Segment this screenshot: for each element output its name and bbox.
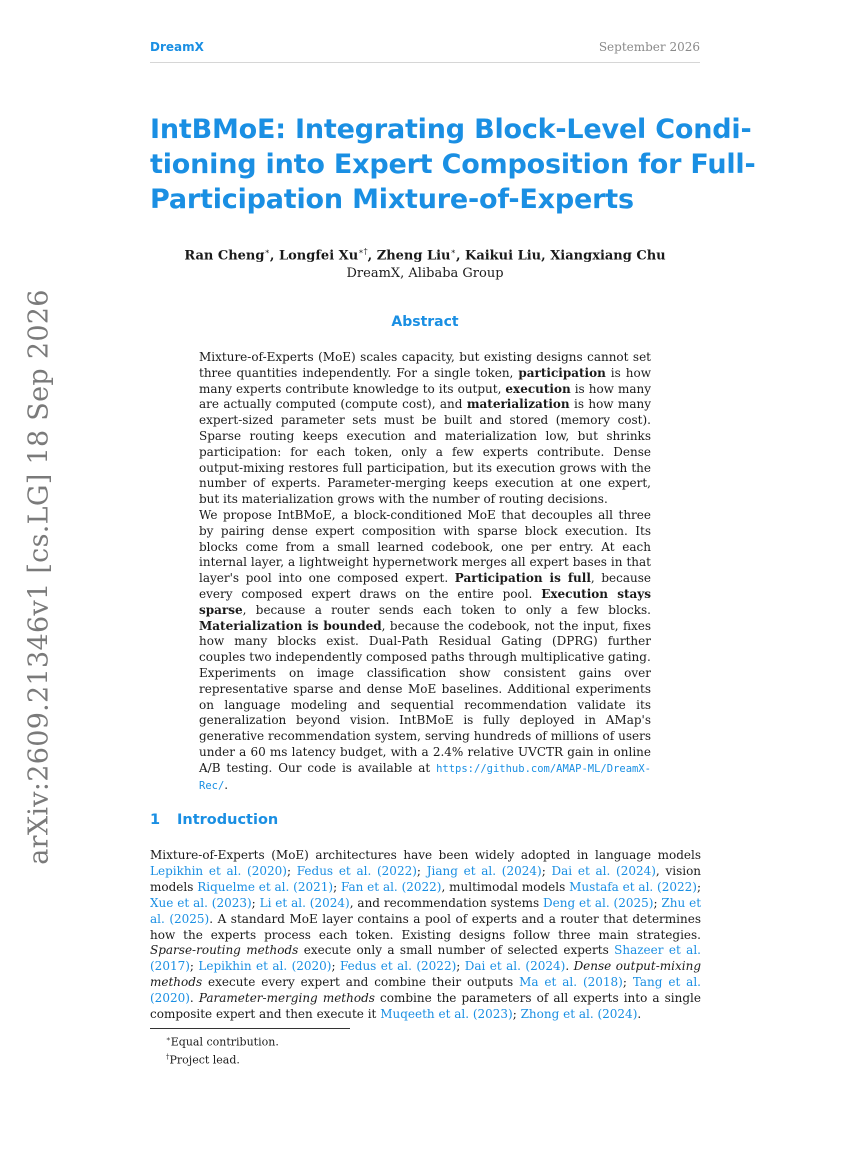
section-heading-introduction bbox=[150, 812, 700, 828]
footnote-divider bbox=[150, 1028, 350, 1029]
citation-link[interactable]: Fedus et al. (2022) bbox=[339, 959, 457, 974]
claim-materialization: Materialization is bounded bbox=[199, 618, 382, 633]
term-execution: execution bbox=[505, 381, 571, 396]
citation-link[interactable]: Zhu et al. (2025) bbox=[150, 895, 702, 926]
footnote-equal-contribution: ∗Equal contribution. bbox=[166, 1035, 279, 1049]
footnote-project-lead: †Project lead. bbox=[166, 1052, 240, 1067]
section-number: 1 bbox=[150, 812, 161, 828]
citation-link[interactable]: Tang et al. (2020) bbox=[150, 975, 701, 1006]
abstract-heading: Abstract bbox=[391, 314, 459, 330]
title-line-3: Participation Mixture-of-Experts bbox=[150, 184, 634, 215]
header-brand: DreamX bbox=[150, 40, 204, 54]
author-list: Ran Cheng∗, Longfei Xu∗†, Zheng Liu∗, Kaikui Liu, Xiangxiang Chu bbox=[184, 247, 666, 264]
paper-title bbox=[150, 112, 756, 217]
affiliation: DreamX, Alibaba Group bbox=[346, 266, 504, 282]
header-divider bbox=[150, 62, 700, 63]
strategy-dense-output-mixing: Dense output-mixing methods bbox=[150, 959, 702, 990]
abstract-paragraph: Experiments on image classification show consistent gains over representative sparse and dense MoE baselines. Additional experiments on language modeling and sequential recommendation validate its generalization beyond vision. IntBMoE is fully deployed in AMap's generative recommendation system, serving hundreds of millions of users under a 60 ms latency budget, with a 2.4% relative UVCTR gain in online A/B testing. Our code is available at https://github.com/AMAP-ML/DreamX-Rec/. bbox=[199, 665, 651, 792]
citation-link[interactable]: Li et al. (2024) bbox=[259, 895, 350, 910]
footnotes bbox=[166, 1032, 279, 1067]
citation-link[interactable]: Ma et al. (2018) bbox=[519, 975, 623, 990]
citation-link[interactable]: Riquelme et al. (2021) bbox=[197, 879, 334, 894]
citation-link[interactable]: Dai et al. (2024) bbox=[464, 959, 566, 974]
author-name: Ran Cheng bbox=[184, 248, 265, 264]
citation-link[interactable]: Muqeeth et al. (2023) bbox=[380, 1007, 513, 1022]
author-name: Zheng Liu bbox=[376, 248, 451, 264]
abstract-paragraph: Mixture-of-Experts (MoE) scales capacity, but existing designs cannot set three quantities independently. For a single token, participation is how many experts contribute knowledge to its output, execution is how many are actually computed (compute cost), and materialization is how many expert-sized parameter sets must be built and stored (memory cost). Sparse routing keeps execution and materialization low, but shrinks participation: for each token, only a few experts contribute. Dense output-mixing restores full participation, but its execution grows with the number of experts. Parameter-merging keeps execution at one expert, but its materialization grows with the number of routing decisions. bbox=[199, 350, 651, 507]
introduction-body bbox=[150, 848, 701, 1023]
section-title: Introduction bbox=[177, 812, 279, 828]
citation-link[interactable]: Xue et al. (2023) bbox=[150, 895, 252, 910]
citation-link[interactable]: Fedus et al. (2022) bbox=[296, 863, 417, 878]
abstract-paragraph: We propose IntBMoE, a block-conditioned MoE that decouples all three by pairing dense expert composition with sparse block execution. Its blocks come from a small learned codebook, one per entry. At each internal layer, a lightweight hypernetwork merges all expert bases in that layer's pool into one composed expert. Participation is full, because every composed expert draws on the entire pool. Execution stays sparse, because a router sends each token to only a few blocks. Materialization is bounded, because the codebook, not the input, fixes how many blocks exist. Dual-Path Residual Gating (DPRG) further couples two independently composed paths through multiplicative gating. bbox=[199, 507, 651, 665]
citation-link[interactable]: Jiang et al. (2024) bbox=[426, 863, 542, 878]
running-header bbox=[150, 40, 700, 56]
strategy-parameter-merging: Parameter-merging methods bbox=[198, 991, 375, 1006]
citation-link[interactable]: Mustafa et al. (2022) bbox=[569, 879, 697, 894]
author-mark: ∗ bbox=[264, 247, 270, 256]
claim-participation: Participation is full bbox=[454, 571, 591, 586]
citation-link[interactable]: Zhong et al. (2024) bbox=[520, 1007, 638, 1022]
citation-link[interactable]: Fan et al. (2022) bbox=[340, 879, 442, 894]
title-line-1: IntBMoE: Integrating Block-Level Condi- bbox=[150, 114, 752, 145]
term-participation: participation bbox=[518, 365, 606, 380]
author-name: Xiangxiang Chu bbox=[550, 248, 666, 264]
citation-link[interactable]: Deng et al. (2025) bbox=[543, 895, 654, 910]
citation-link[interactable]: Dai et al. (2024) bbox=[551, 863, 656, 878]
citation-link[interactable]: Lepikhin et al. (2020) bbox=[198, 959, 332, 974]
title-line-2: tioning into Expert Composition for Full- bbox=[150, 149, 756, 180]
author-mark: ∗† bbox=[358, 247, 368, 256]
author-block bbox=[150, 243, 700, 283]
header-date: September 2026 bbox=[598, 40, 700, 54]
intro-paragraph: Mixture-of-Experts (MoE) architectures have been widely adopted in language models Lepikhin et al. (2020); Fedus et al. (2022); Jiang et al. (2024); Dai et al. (2024), vision models Riquelme et al. (2021); Fan et al. (2022), multimodal models Mustafa et al. (2022); Xue et al. (2023); Li et al. (2024), and recommendation systems Deng et al. (2025); Zhu et al. (2025). A standard MoE layer contains a pool of experts and a router that determines how the experts process each token. Existing designs follow three main strategies. Sparse-routing methods execute only a small number of selected experts Shazeer et al. (2017); Lepikhin et al. (2020); Fedus et al. (2022); Dai et al. (2024). Dense output-mixing methods execute every expert and combine their outputs Ma et al. (2018); Tang et al. (2020). Parameter-merging methods combine the parameters of all experts into a single composite expert and then execute it Muqeeth et al. (2023); Zhong et al. (2024). bbox=[150, 848, 702, 1022]
author-name: Kaikui Liu bbox=[465, 248, 542, 264]
abstract-body bbox=[199, 350, 651, 794]
arxiv-identifier: arXiv:2609.21346v1 [cs.LG] 18 Sep 2026 bbox=[23, 289, 55, 865]
citation-link[interactable]: Shazeer et al. (2017) bbox=[150, 943, 701, 974]
claim-execution: Execution stays sparse bbox=[199, 586, 651, 617]
strategy-sparse-routing: Sparse-routing methods bbox=[150, 943, 299, 958]
arxiv-side-stamp bbox=[18, 289, 60, 865]
author-name: Longfei Xu bbox=[278, 248, 359, 264]
author-mark: ∗ bbox=[450, 247, 456, 256]
code-link[interactable]: https://github.com/AMAP-ML/DreamX-Rec/ bbox=[199, 762, 651, 792]
citation-link[interactable]: Lepikhin et al. (2020) bbox=[150, 863, 287, 878]
term-materialization: materialization bbox=[466, 397, 570, 412]
